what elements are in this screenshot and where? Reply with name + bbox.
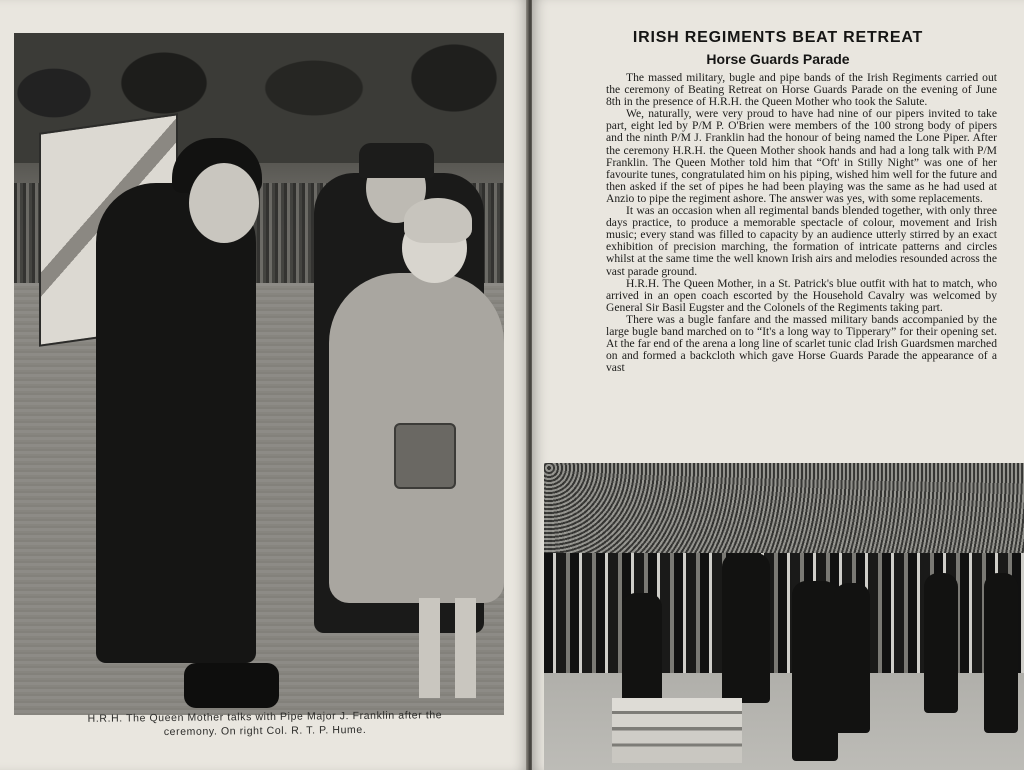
article-paragraph: The massed military, bugle and pipe bands of the Irish Regiments carried out the ceremony of Beating Retreat on Horse Guards Parade on the evening of June 8th in the presence of H.R.H. the Queen Mother who took the Salute. [606,72,997,109]
photo-caption [30,708,500,741]
pipe-major-shoes [184,663,279,708]
article-paragraph: It was an occasion when all regimental bands blended together, with only three days practice, to produce a memorable spectacle of colour, movement and Irish music; every stand was filled to capacity by an audience utterly stirred by an exact exhibition of precision marching, the formation of intricate patterns and circles whilst at the same time the well known Irish airs and melodies resounded across the vast parade ground. [606,204,997,278]
bandsman-figure [984,573,1018,733]
photo-queen-mother-and-piper [14,33,504,715]
bandsman-figure [924,573,958,713]
bugler-figure [792,581,838,761]
colonel-cap [359,143,434,178]
bandsman-figure [622,593,662,713]
caption-line-1: H.R.H. The Queen Mother talks with Pipe Major J. Franklin after the [87,709,443,725]
photo-massed-bands [544,463,1024,770]
article-paragraph: We, naturally, were very proud to have had nine of our pipers invited to take part, eight led by P/M P. O'Brien were members of the 100 strong body of pipers and the ninth P/M J. Franklin had the honour of being named the Lone Piper. After the ceremony H.R.H. the Queen Mother shook hands and had a long talk with P/M Franklin. The Queen Mother told him that “Oft' in Stilly Night” was one of her favourite tunes, congratulated him on his piping, wished him well for the future and then asked if the set of pipes he had been playing was the same as he had used at Anzio to pipe the regiment ashore. The answer was yes, with some replacements. [606,107,997,205]
article-body [606,72,997,457]
saluting-dais [612,698,742,763]
pipe-major-head [189,163,259,243]
article-paragraph: There was a bugle fanfare and the massed military bands accompanied by the large bugle band marched on to “It's a long way to Tipperary” for their opening set. At the far end of the arena a long line of scarlet tunic clad Irish Guardsmen marched on and formed a backcloth which gave Horse Guards Parade the appearance of a vast [606,312,997,375]
queen-mother-hat [404,198,472,243]
article-headline: IRISH REGIMENTS BEAT RETREAT [632,29,924,46]
article-paragraph: H.R.H. The Queen Mother, in a St. Patrick's blue outfit with hat to match, who arrived in an open coach escorted by the Household Cavalry was welcomed by General Sir Basil Eugster and the Colonels of the Regiments taking part. [606,276,997,314]
queen-mother-legs [419,598,479,698]
photo-crowd [544,463,1024,553]
bandsman-figure [834,583,870,733]
handbag [394,423,456,489]
caption-line-2: ceremony. On right Col. R. T. P. Hume. [163,723,367,739]
pipe-major-figure [96,183,256,663]
right-page [532,0,1024,770]
article-subheadline: Horse Guards Parade [706,51,850,67]
piper-figure [722,553,770,703]
